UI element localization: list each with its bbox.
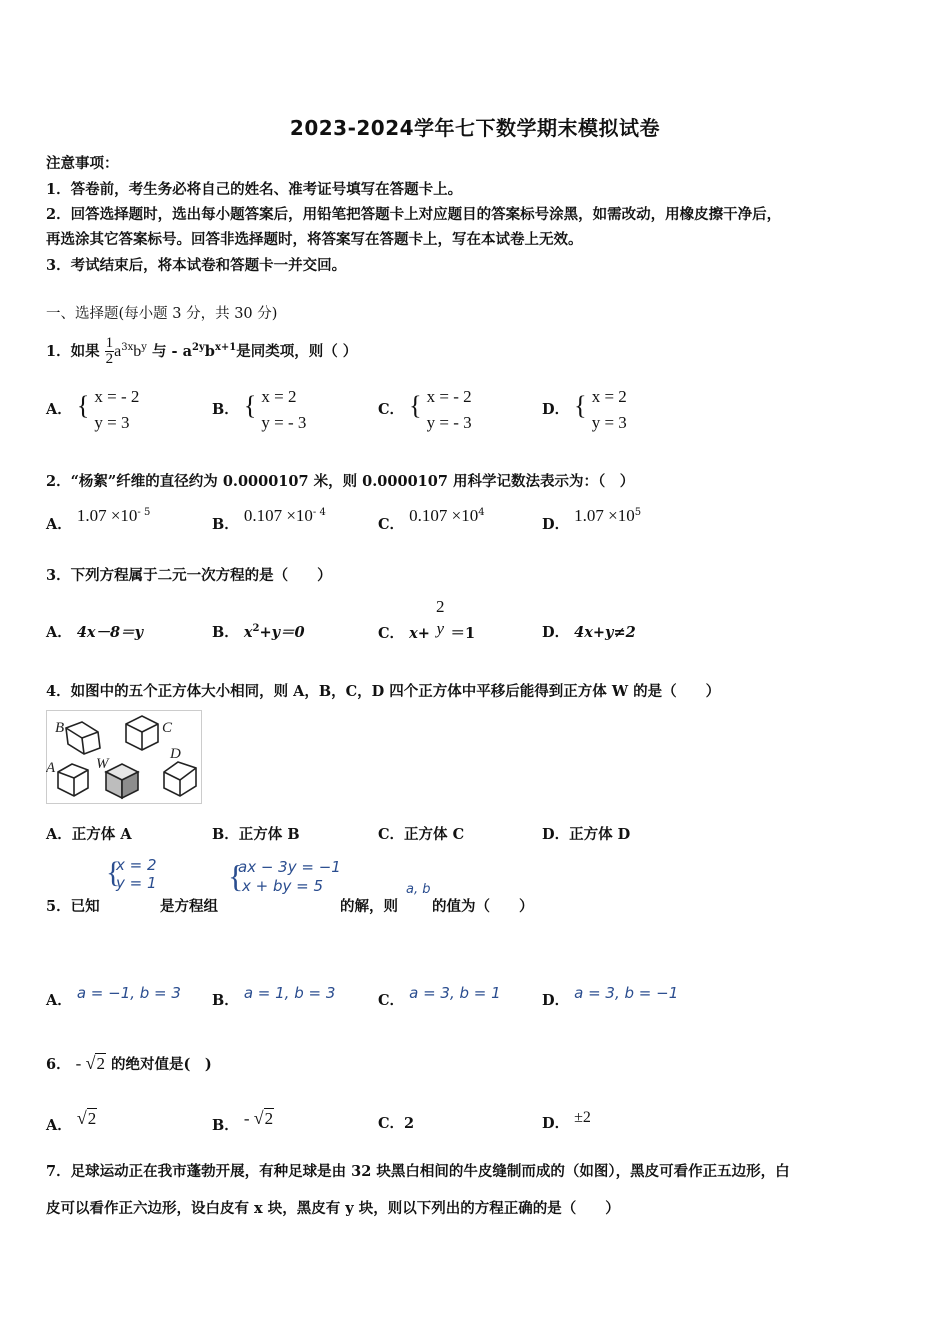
root: [77, 1100, 97, 1137]
option-label: D．: [542, 1115, 570, 1132]
question-6: [46, 1045, 212, 1083]
cubes-figure: [46, 710, 202, 804]
question-5-mid2: 的解，则: [340, 898, 398, 915]
option-a[interactable]: [46, 823, 132, 844]
equation-line: y = 1: [116, 874, 157, 892]
equation-line: y = 3: [94, 413, 130, 432]
equation-line: x = 2: [261, 387, 297, 406]
fraction-numerator: 1: [105, 335, 114, 352]
fraction-denominator: y: [436, 619, 444, 638]
solution-system: [106, 856, 157, 892]
option-text: a = 3, b = 1: [409, 984, 501, 1002]
option-label: B．: [212, 516, 239, 533]
option-d[interactable]: [542, 621, 636, 642]
option-b[interactable]: [212, 984, 335, 1010]
notice-item: 2．回答选择题时，选出每小题答案后，用铅笔把答题卡上对应题目的答案标号涂黑，如需改动，用橡皮擦干净后，: [46, 206, 782, 223]
option-label: A．: [46, 1117, 72, 1134]
equation-system: [228, 858, 341, 896]
scientific-base: 0.107 ×10: [243, 506, 313, 525]
equation-line: x + by = 5: [242, 877, 324, 895]
equation-system: [94, 384, 139, 436]
exponent: 5: [634, 507, 642, 519]
radicand: 2: [264, 1109, 274, 1128]
option-d[interactable]: [542, 823, 630, 844]
figure-label: C: [162, 720, 173, 736]
equation-line: y = - 3: [426, 413, 472, 432]
question-7-line2: 皮可以看作正六边形，设白皮有 x 块，黑皮有 y 块，则以下列出的方程正确的是（ ）: [46, 1200, 620, 1217]
notice-heading: 注意事项：: [46, 155, 119, 172]
equation-system: [592, 384, 627, 436]
equation-system: [261, 384, 306, 436]
option-label: D．: [542, 992, 570, 1009]
option-label: A．: [46, 992, 72, 1009]
option-text: 正方体 D: [569, 826, 631, 843]
figure-label: B: [55, 720, 65, 736]
question-5-tail: 的值为（ ）: [432, 898, 534, 915]
negative-root: [76, 1045, 106, 1082]
question-6-tail: 的绝对值是( ): [111, 1056, 212, 1073]
option-label: D．: [542, 516, 570, 533]
option-c[interactable]: [378, 384, 472, 436]
option-label: C．: [378, 1115, 405, 1132]
option-b[interactable]: [212, 506, 326, 534]
page-title: 2023-2024学年七下数学期末模拟试卷: [289, 116, 661, 140]
fraction-numerator: 2: [435, 597, 445, 616]
option-label: B．: [212, 1117, 239, 1134]
negative-sign: -: [75, 1054, 82, 1073]
scientific-base: 1.07 ×10: [76, 506, 138, 525]
notice-item: 3．考试结束后，将本试卷和答题卡一并交回。: [46, 257, 347, 274]
option-d[interactable]: [542, 384, 627, 436]
radical-icon: √: [253, 1108, 264, 1128]
option-label: C．: [378, 401, 405, 418]
option-text: 4x+y≠2: [574, 624, 636, 641]
option-text: x+: [409, 625, 430, 642]
radical-icon: √: [85, 1053, 96, 1073]
question-6-number: 6．: [46, 1056, 71, 1073]
option-text: a = −1, b = 3: [76, 984, 181, 1002]
brace-icon: {: [243, 391, 257, 420]
question-1: [46, 326, 357, 374]
term-b: b: [204, 342, 215, 360]
option-label: B．: [212, 624, 239, 641]
question-5-mid: 是方程组: [160, 898, 218, 915]
section-heading: 一、选择题(每小题 3 分，共 30 分): [46, 306, 278, 322]
question-4: 4．如图中的五个正方体大小相同，则 A，B，C，D 四个正方体中平移后能得到正方体 W 的是（ ）: [46, 683, 721, 700]
option-label: C．: [378, 992, 405, 1009]
option-a[interactable]: [46, 1100, 97, 1144]
option-d[interactable]: [542, 1100, 591, 1142]
radicand: 2: [96, 1054, 105, 1073]
option-text: ＝1: [450, 625, 476, 642]
exponent: - 4: [312, 507, 326, 519]
option-label: C．: [378, 826, 405, 843]
question-3: 3．下列方程属于二元一次方程的是（ ）: [46, 567, 332, 584]
option-label: B．: [212, 992, 239, 1009]
notice-item: 再选涂其它答案标号。回答非选择题时，将答案写在答题卡上，写在本试卷上无效。: [46, 231, 583, 248]
option-label: D．: [542, 624, 570, 641]
figure-label: W: [96, 756, 109, 772]
option-text: x: [243, 624, 253, 641]
radicand: 2: [87, 1109, 97, 1128]
option-a[interactable]: [46, 506, 150, 534]
exponent: 4: [478, 507, 485, 519]
question-1-number: 1．如果: [46, 342, 100, 360]
option-b[interactable]: [212, 1100, 274, 1144]
cube-w: [106, 764, 138, 798]
option-label: C．: [378, 516, 405, 533]
question-5-pre: 5．已知: [46, 898, 100, 915]
equation-line: x = 2: [116, 856, 157, 874]
exponent: x+1: [214, 342, 237, 353]
exponent: 3x: [121, 342, 134, 353]
equation-line: x = - 2: [426, 387, 472, 406]
option-text: 4x－8＝y: [76, 624, 144, 641]
equation-system: [427, 384, 472, 436]
option-a[interactable]: [46, 384, 139, 436]
equation-line: x = 2: [591, 387, 627, 406]
option-text: 正方体 A: [71, 826, 132, 843]
option-label: C．: [378, 625, 405, 642]
term-b: b: [133, 342, 142, 360]
option-label: B．: [212, 826, 239, 843]
exponent: 2: [252, 623, 260, 635]
exponent: 2y: [192, 342, 205, 353]
option-label: B．: [212, 401, 239, 418]
option-label: A．: [46, 516, 72, 533]
variables: a, b: [406, 882, 431, 897]
exponent: y: [141, 342, 147, 353]
option-d[interactable]: [542, 984, 678, 1010]
option-c[interactable]: [378, 506, 485, 534]
question-2: 2．“杨絮”纤维的直径约为 0.0000107 米，则 0.0000107 用科学记数法表示为：（ ）: [46, 473, 635, 490]
figure-label: D: [170, 746, 181, 762]
option-text: 正方体 B: [238, 826, 300, 843]
brace-icon: {: [574, 391, 587, 420]
option-c[interactable]: [378, 823, 464, 844]
brace-icon: {: [106, 856, 121, 889]
option-text: 正方体 C: [404, 826, 465, 843]
equation-line: x = - 2: [94, 387, 140, 406]
option-a[interactable]: [46, 984, 181, 1010]
option-label: A．: [46, 401, 72, 418]
option-label: A．: [46, 624, 72, 641]
negative-sign: -: [243, 1109, 250, 1128]
exponent: - 5: [137, 507, 151, 519]
scientific-base: 0.107 ×10: [409, 506, 479, 525]
fraction: [435, 596, 446, 640]
brace-icon: {: [76, 391, 90, 420]
radical-icon: √: [76, 1108, 87, 1128]
brace-icon: {: [409, 391, 422, 420]
option-b[interactable]: [212, 823, 300, 844]
term-a: a: [114, 342, 122, 360]
figure-label: A: [46, 760, 56, 776]
question-1-mid: 与 - a: [152, 342, 193, 360]
option-text: ±2: [574, 1109, 591, 1126]
option-text: +y＝0: [259, 624, 305, 641]
option-b[interactable]: [212, 384, 306, 436]
option-text: a = 3, b = −1: [574, 984, 679, 1002]
fraction: [105, 336, 115, 367]
scientific-base: 1.07 ×10: [574, 506, 635, 525]
negative-root: [244, 1100, 274, 1137]
option-text: 2: [404, 1115, 415, 1132]
option-label: A．: [46, 826, 72, 843]
option-text: a = 1, b = 3: [243, 984, 336, 1002]
option-c[interactable]: [378, 1112, 414, 1133]
question-1-tail: 是同类项，则（ ）: [236, 342, 358, 360]
equation-line: ax − 3y = −1: [238, 858, 341, 876]
option-b[interactable]: [212, 621, 305, 642]
fraction-denominator: 2: [105, 351, 114, 368]
equation-line: y = 3: [591, 413, 627, 432]
option-c[interactable]: [378, 984, 501, 1010]
option-label: D．: [542, 826, 570, 843]
option-a[interactable]: [46, 621, 143, 642]
equation-line: y = - 3: [261, 413, 307, 432]
notice-item: 1．答卷前，考生务必将自己的姓名、准考证号填写在答题卡上。: [46, 181, 463, 198]
option-d[interactable]: [542, 506, 641, 534]
option-label: D．: [542, 401, 570, 418]
question-7-line1: 7．足球运动正在我市蓬勃开展，有种足球是由 32 块黑白相间的牛皮缝制而成的（如图），黑皮可看作正五边形，白: [46, 1163, 790, 1180]
brace-icon: {: [228, 858, 244, 894]
option-c[interactable]: [378, 596, 475, 644]
